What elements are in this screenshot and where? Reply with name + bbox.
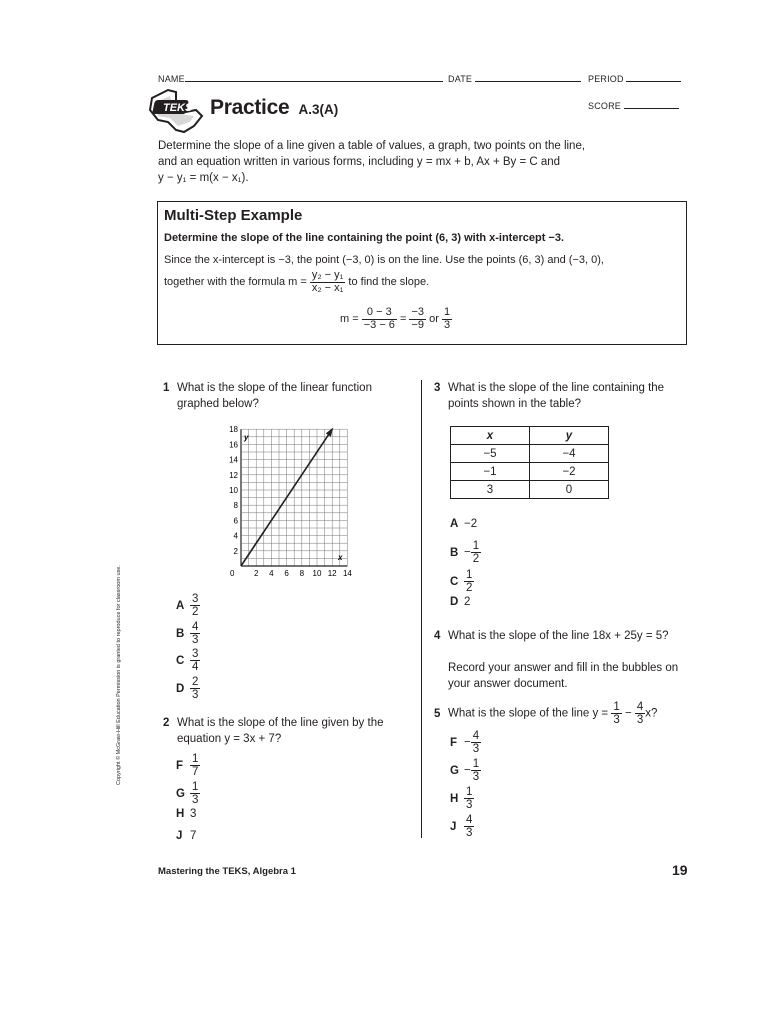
q1-option-c[interactable]: C $\frac{3}{4}$ <box>176 648 199 674</box>
copyright-notice: Copyright © McGraw-Hill Education Permission is granted to reproduce for classroom use. <box>116 565 122 785</box>
q2-option-f[interactable]: F $\frac{1}{7}$ <box>176 753 199 779</box>
period-field[interactable]: PERIOD <box>588 74 681 84</box>
question-1: 1 What is the slope of the linear function graphed below? <box>163 382 372 410</box>
q2-option-g[interactable]: G $\frac{1}{3}$ <box>176 781 199 807</box>
x-tick-label: 14 <box>342 569 352 578</box>
x-axis-ticks <box>254 569 352 578</box>
q5-option-g[interactable]: G − $\frac{1}{3}$ <box>450 758 480 784</box>
q5-option-h[interactable]: H $\frac{1}{3}$ <box>450 786 473 812</box>
x-tick-label: 8 <box>299 569 305 578</box>
question-4: 4 What is the slope of the line 18x + 25y = 5? Record your answer and fill in the bubbles on your answer document. <box>434 630 679 690</box>
table-row: −5 −4 <box>451 445 609 463</box>
question-3: 3 What is the slope of the line containing the points shown in the table? <box>434 382 665 410</box>
q3-option-c[interactable]: C $\frac{1}{2}$ <box>450 569 473 595</box>
example-text: Since the x-intercept is −3, the point (−3, 0) is on the line. Use the points (6, 3) and (−3, 0), <box>164 254 604 266</box>
y-tick-label: 12 <box>229 470 238 480</box>
y-tick-label: 4 <box>233 531 238 541</box>
footer-book-title: Mastering the TEKS, Algebra 1 <box>158 866 296 877</box>
x-tick-label: 10 <box>312 569 322 578</box>
y-tick-label: 8 <box>233 501 238 511</box>
q1-option-d[interactable]: D $\frac{2}{3}$ <box>176 676 199 702</box>
graph-grid <box>241 429 347 566</box>
name-field[interactable]: NAME <box>158 74 443 84</box>
x-axis-label: x <box>338 553 343 562</box>
q5-option-j[interactable]: J $\frac{4}{3}$ <box>450 814 473 840</box>
y-tick-label: 10 <box>229 486 238 495</box>
logo-text: TEKS <box>163 102 193 114</box>
intro-text: Determine the slope of a line given a table of values, a graph, two points on the line, and an equation written in various forms, including y = mx + b, Ax + By = C and y − y₁ = m(x − x₁). <box>158 140 586 184</box>
column-divider <box>421 380 422 838</box>
q3-option-d[interactable]: D 2 <box>450 596 471 608</box>
q1-graph <box>224 425 352 580</box>
slope-formula: $\frac{\text{y₂ − y₁}}{\text{x₂ − x₁}}$ <box>311 269 344 294</box>
q1-option-a[interactable]: A $\frac{3}{2}$ <box>176 593 199 619</box>
table-row: −1 −2 <box>451 463 609 481</box>
y-tick-label: 6 <box>233 516 238 526</box>
question-5: 5 What is the slope of the line y = $\frac{1}{3}$ − $\frac{4}{3}$ x? <box>434 701 658 727</box>
y-tick-label: 14 <box>229 455 238 465</box>
q3-option-b[interactable]: B − $\frac{1}{2}$ <box>450 540 480 566</box>
example-title: Multi-Step Example <box>164 207 303 224</box>
page-title: Practice A.3(A) <box>210 96 339 119</box>
q5-option-f[interactable]: F − $\frac{4}{3}$ <box>450 730 480 756</box>
q3-option-a[interactable]: A −2 <box>450 518 478 530</box>
y-tick-label: 18 <box>229 425 238 435</box>
table-header-x: x <box>451 427 530 445</box>
x-tick-label: 12 <box>327 569 337 578</box>
y-axis-label: y <box>244 433 249 442</box>
origin-label: 0 <box>230 569 235 578</box>
q1-option-b[interactable]: B $\frac{4}{3}$ <box>176 621 199 647</box>
x-tick-label: 4 <box>269 569 274 578</box>
y-tick-label: 16 <box>229 440 238 450</box>
table-header-y: y <box>530 427 609 445</box>
page-number: 19 <box>672 862 688 878</box>
y-axis-ticks <box>229 425 238 556</box>
example-formula-line: together with the formula m = $\frac{\text{y₂ − y₁}}{\text{x₂ − x₁}}$ to find the slope. <box>164 269 430 294</box>
y-tick-label: 2 <box>233 546 238 556</box>
score-field[interactable]: SCORE <box>588 101 679 111</box>
table-row: 3 0 <box>451 481 609 499</box>
example-calculation: m = $\frac{0 - 3}{-3 - 6}$ = $\frac{-3}{-9}$ or $\frac{1}{3}$ <box>340 306 451 331</box>
x-tick-label: 6 <box>284 569 289 578</box>
date-field[interactable]: DATE <box>448 74 581 84</box>
multi-step-example-box <box>157 201 687 345</box>
q2-option-j[interactable]: J 7 <box>176 830 197 842</box>
q2-option-h[interactable]: H 3 <box>176 808 197 820</box>
q3-table <box>450 426 609 499</box>
x-tick-label: 2 <box>253 569 259 578</box>
example-prompt: Determine the slope of the line containing the point (6, 3) with x-intercept −3. <box>164 232 565 244</box>
question-2: 2 What is the slope of the line given by the equation y = 3x + 7? <box>163 717 384 745</box>
teks-logo-icon <box>146 86 206 136</box>
